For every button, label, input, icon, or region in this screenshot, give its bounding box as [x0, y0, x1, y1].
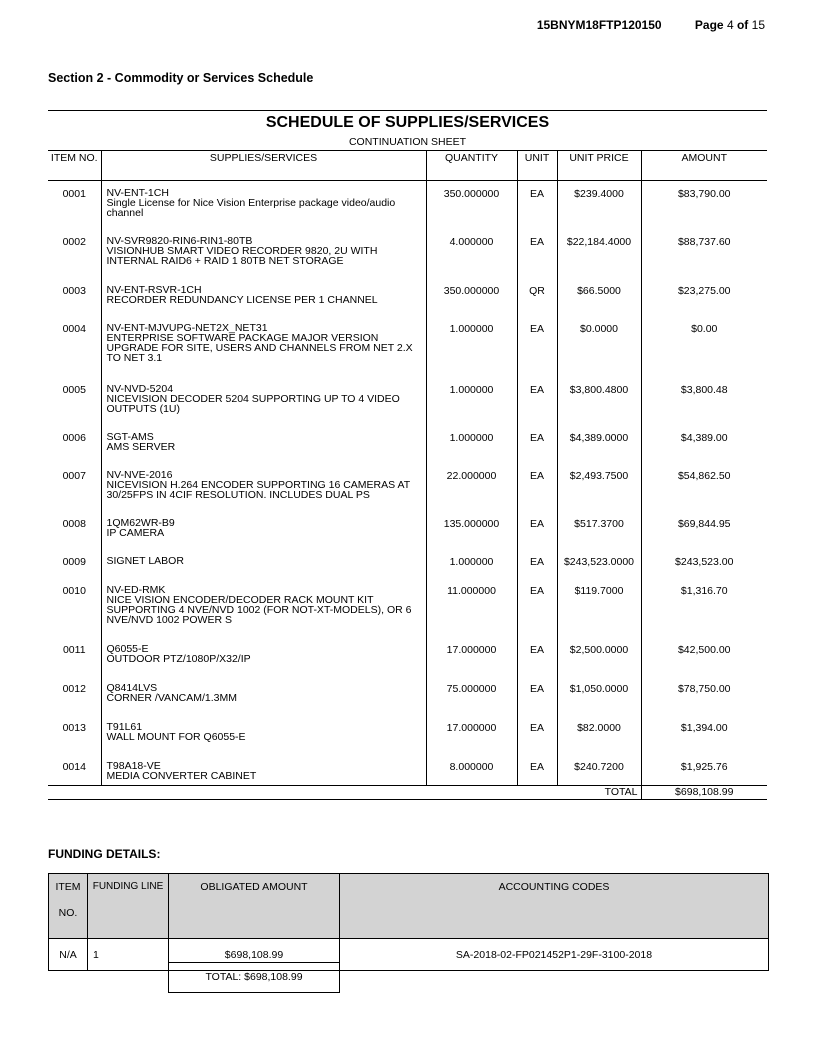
unit: EA: [517, 754, 557, 786]
item-code: SGT-AMS: [106, 430, 154, 443]
unit: EA: [517, 229, 557, 278]
unit-price: $1,050.0000: [557, 676, 641, 715]
schedule-block: [48, 110, 767, 800]
unit: EA: [517, 578, 557, 637]
amount: $1,394.00: [641, 715, 767, 754]
quantity: 1.000000: [426, 316, 517, 377]
item-code: SIGNET LABOR: [106, 554, 184, 567]
item-description: VISIONHUB SMART VIDEO RECORDER 9820, 2U WITH INTERNAL RAID6 + RAID 1 80TB NET STORAGE: [106, 244, 378, 267]
item-code: NV-NVD-5204: [106, 382, 174, 395]
funding-total: TOTAL: $698,108.99: [168, 962, 340, 993]
funding-table: [48, 873, 769, 971]
col-unit-price: UNIT PRICE: [557, 151, 641, 181]
table-row: [48, 511, 767, 549]
item-description: OUTDOOR PTZ/1080P/X32/IP: [106, 652, 251, 665]
item-code: NV-SVR9820-RIN6-RIN1-80TB: [106, 234, 253, 247]
amount: $0.00: [641, 316, 767, 377]
page-header: [537, 18, 765, 32]
col-amount: AMOUNT: [641, 151, 767, 181]
item-description: WALL MOUNT FOR Q6055-E: [106, 730, 246, 743]
page-of-label: of: [736, 18, 749, 32]
item-no: 0007: [62, 469, 86, 482]
item-description: NICEVISION DECODER 5204 SUPPORTING UP TO 4 VIDEO OUTPUTS (1U): [106, 392, 400, 415]
col-unit: UNIT: [517, 151, 557, 181]
amount: $23,275.00: [641, 278, 767, 316]
table-row: [48, 181, 767, 229]
unit: EA: [517, 463, 557, 511]
page-number: 4: [726, 18, 734, 32]
item-no: 0012: [62, 682, 86, 695]
table-row: [48, 229, 767, 278]
item-description: NICE VISION ENCODER/DECODER RACK MOUNT KIT SUPPORTING 4 NVE/NVD 1002 (FOR NOT-XT-MODELS), OR 6 NVE/NVD 1002 POWER S: [106, 593, 412, 626]
supplies-cell: [101, 578, 426, 637]
item-no: 0004: [62, 322, 86, 335]
unit: EA: [517, 181, 557, 229]
supplies-cell: [101, 754, 426, 786]
unit-price: $243,523.0000: [557, 549, 641, 578]
amount: $54,862.50: [641, 463, 767, 511]
table-row: [48, 463, 767, 511]
table-row: [48, 316, 767, 377]
item-code: T91L61: [106, 720, 143, 733]
supplies-cell: [101, 425, 426, 463]
funding-header-row: [49, 874, 769, 939]
item-description: AMS SERVER: [106, 440, 176, 453]
table-row: [48, 637, 767, 676]
item-description: NICEVISION H.264 ENCODER SUPPORTING 16 CAMERAS AT 30/25FPS IN 4CIF RESOLUTION. INCLUDES DUAL PS: [106, 478, 410, 501]
unit: EA: [517, 511, 557, 549]
item-no: 0003: [62, 284, 86, 297]
item-code: NV-NVE-2016: [106, 468, 173, 481]
item-no: 0005: [62, 383, 86, 396]
amount: $88,737.60: [641, 229, 767, 278]
funding-col-accounting: ACCOUNTING CODES: [340, 874, 769, 939]
unit-price: $66.5000: [557, 278, 641, 316]
quantity: 75.000000: [426, 676, 517, 715]
table-row: [48, 278, 767, 316]
funding-accounting-code: SA-2018-02-FP021452P1-29F-3100-2018: [340, 939, 769, 971]
quantity: 1.000000: [426, 425, 517, 463]
table-row: [48, 676, 767, 715]
amount: $243,523.00: [641, 549, 767, 578]
funding-col-obligated: OBLIGATED AMOUNT: [169, 874, 340, 939]
col-quantity: QUANTITY: [426, 151, 517, 181]
schedule-subtitle: CONTINUATION SHEET: [348, 136, 467, 148]
item-no: 0002: [62, 235, 86, 248]
item-description: RECORDER REDUNDANCY LICENSE PER 1 CHANNEL: [106, 293, 378, 306]
unit-price: $517.3700: [557, 511, 641, 549]
unit: EA: [517, 377, 557, 425]
supplies-cell: [101, 463, 426, 511]
page-label: Page: [694, 18, 724, 32]
supplies-cell: [101, 278, 426, 316]
item-code: 1QM62WR-B9: [106, 516, 175, 529]
item-code: Q8414LVS: [106, 681, 158, 694]
item-no: 0013: [62, 721, 86, 734]
item-description: MEDIA CONVERTER CABINET: [106, 769, 257, 782]
unit: QR: [517, 278, 557, 316]
unit-price: $22,184.4000: [557, 229, 641, 278]
amount: $4,389.00: [641, 425, 767, 463]
unit: EA: [517, 676, 557, 715]
item-code: Q6055-E: [106, 642, 149, 655]
total-amount: $698,108.99: [641, 786, 767, 800]
funding-item: N/A: [49, 939, 88, 971]
unit: EA: [517, 549, 557, 578]
supplies-cell: [101, 511, 426, 549]
quantity: 1.000000: [426, 549, 517, 578]
item-no: 0008: [62, 517, 86, 530]
amount: $3,800.48: [641, 377, 767, 425]
unit: EA: [517, 425, 557, 463]
unit: EA: [517, 715, 557, 754]
funding-line: 1: [88, 939, 169, 971]
unit-price: $119.7000: [557, 578, 641, 637]
supplies-cell: [101, 549, 426, 578]
item-description: IP CAMERA: [106, 526, 165, 539]
schedule-title: SCHEDULE OF SUPPLIES/SERVICES: [48, 110, 767, 134]
funding-row: [49, 939, 769, 971]
table-row: [48, 549, 767, 578]
quantity: 17.000000: [426, 637, 517, 676]
funding-amount: $698,108.99: [169, 939, 340, 971]
quantity: 22.000000: [426, 463, 517, 511]
item-description: Single License for Nice Vision Enterprise package video/audio channel: [106, 197, 396, 219]
funding-col-item-sub: NO.: [58, 907, 78, 919]
table-row: [48, 578, 767, 637]
unit-price: $2,493.7500: [557, 463, 641, 511]
unit-price: $82.0000: [557, 715, 641, 754]
item-code: NV-ENT-MJVUPG-NET2X_NET31: [106, 321, 268, 334]
item-code: NV-ENT-1CH: [106, 187, 169, 199]
supplies-cell: [101, 316, 426, 377]
item-no: 0009: [62, 555, 86, 568]
supplies-cell: [101, 377, 426, 425]
supplies-cell: [101, 229, 426, 278]
amount: $1,925.76: [641, 754, 767, 786]
item-code: T98A18-VE: [106, 759, 161, 772]
amount: $78,750.00: [641, 676, 767, 715]
section-title: Section 2 - Commodity or Services Schedule: [48, 71, 314, 85]
schedule-header-row: [48, 151, 767, 181]
schedule-table: [48, 150, 767, 800]
quantity: 17.000000: [426, 715, 517, 754]
unit-price: $4,389.0000: [557, 425, 641, 463]
unit-price: $0.0000: [557, 316, 641, 377]
quantity: 4.000000: [426, 229, 517, 278]
amount: $1,316.70: [641, 578, 767, 637]
item-code: NV-ENT-RSVR-1CH: [106, 283, 202, 296]
item-code: NV-ED-RMK: [106, 583, 166, 596]
quantity: 135.000000: [426, 511, 517, 549]
supplies-cell: [101, 181, 426, 229]
item-no: 0014: [62, 760, 86, 773]
col-item-no: ITEM NO.: [48, 151, 101, 181]
quantity: 1.000000: [426, 377, 517, 425]
item-description: ENTERPRISE SOFTWARE PACKAGE MAJOR VERSION UPGRADE FOR SITE, USERS AND CHANNELS FROM NET 2.X TO NET 3.1: [106, 331, 413, 364]
amount: $42,500.00: [641, 637, 767, 676]
item-no: 0010: [62, 584, 86, 597]
total-row: [48, 786, 767, 800]
unit-price: $2,500.0000: [557, 637, 641, 676]
funding-col-line: FUNDING LINE: [88, 874, 169, 939]
col-supplies: SUPPLIES/SERVICES: [101, 151, 426, 181]
table-row: [48, 377, 767, 425]
unit-price: $240.7200: [557, 754, 641, 786]
quantity: 11.000000: [426, 578, 517, 637]
funding-col-item-label: ITEM: [55, 881, 81, 893]
item-no: 0011: [62, 643, 86, 656]
quantity: 350.000000: [426, 181, 517, 229]
supplies-cell: [101, 676, 426, 715]
unit-price: $239.4000: [557, 181, 641, 229]
quantity: 350.000000: [426, 278, 517, 316]
solicitation-number: 15BNYM18FTP120150: [536, 18, 662, 32]
table-row: [48, 754, 767, 786]
table-row: [48, 425, 767, 463]
amount: $69,844.95: [641, 511, 767, 549]
amount: $83,790.00: [641, 181, 767, 229]
table-row: [48, 715, 767, 754]
item-description: CORNER /VANCAM/1.3MM: [106, 691, 237, 704]
funding-col-item: [49, 874, 88, 939]
supplies-cell: [101, 637, 426, 676]
total-label: TOTAL: [48, 786, 641, 800]
supplies-cell: [101, 715, 426, 754]
unit-price: $3,800.4800: [557, 377, 641, 425]
funding-title: FUNDING DETAILS:: [48, 847, 161, 861]
unit: EA: [517, 316, 557, 377]
page-total: 15: [751, 18, 765, 32]
item-no: 0006: [62, 431, 86, 444]
quantity: 8.000000: [426, 754, 517, 786]
unit: EA: [517, 637, 557, 676]
item-no: 0001: [62, 188, 86, 200]
